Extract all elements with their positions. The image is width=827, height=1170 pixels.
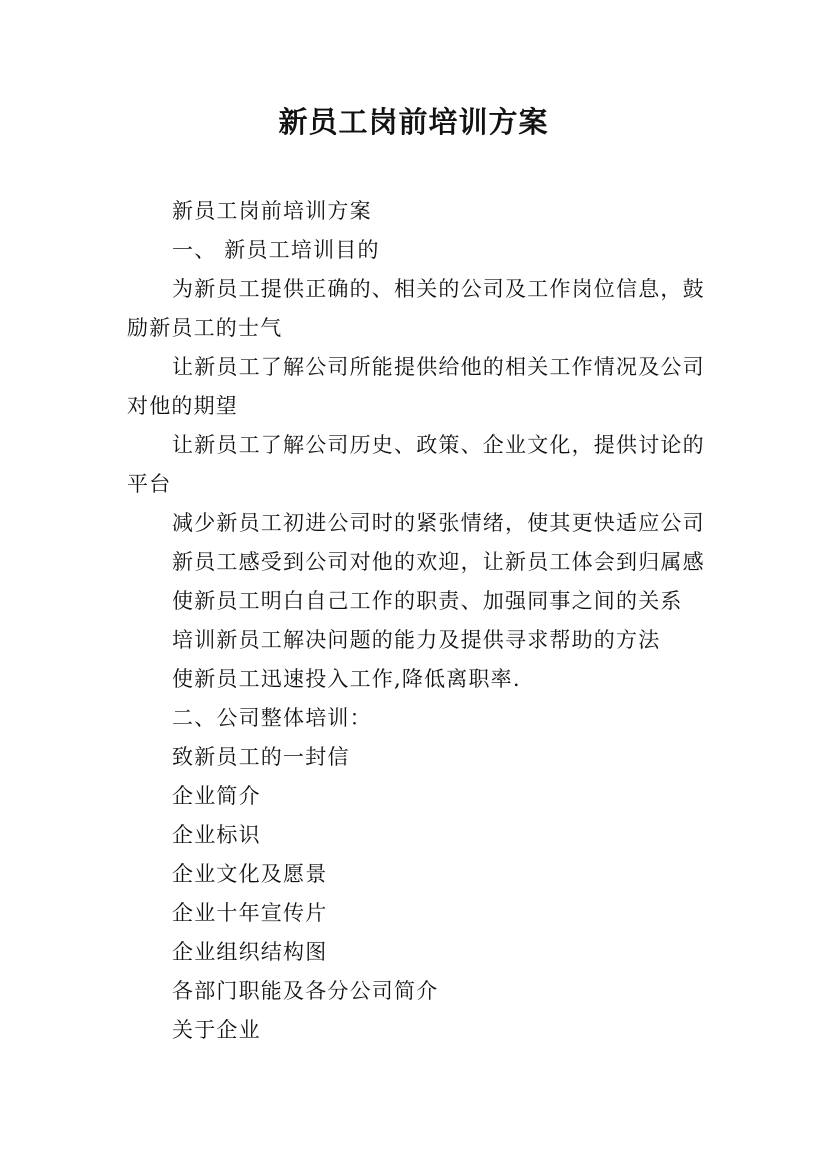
paragraph: 使新员工明白自己工作的职责、加强同事之间的关系	[172, 589, 683, 613]
paragraph: 新员工岗前培训方案	[172, 199, 372, 223]
list-item: 致新员工的一封信	[172, 745, 350, 769]
list-item: 企业组织结构图	[172, 940, 328, 964]
list-item: 各部门职能及各分公司简介	[172, 979, 439, 1003]
paragraph: 让新员工了解公司历史、政策、企业文化，提供讨论的平台	[127, 433, 705, 496]
paragraph: 让新员工了解公司所能提供给他的相关工作情况及公司对他的期望	[127, 355, 705, 418]
list-item: 企业十年宣传片	[172, 901, 328, 925]
document-title: 新员工岗前培训方案	[278, 105, 549, 139]
section-heading-training-purpose: 一、 新员工培训目的	[172, 238, 380, 262]
list-item: 关于企业	[172, 1018, 261, 1042]
document-body	[127, 192, 707, 1050]
paragraph: 为新员工提供正确的、相关的公司及工作岗位信息，鼓励新员工的士气	[127, 277, 705, 340]
section-heading-company-training: 二、公司整体培训：	[172, 706, 372, 730]
paragraph: 使新员工迅速投入工作,降低离职率.	[172, 667, 521, 691]
paragraph: 新员工感受到公司对他的欢迎，让新员工体会到归属感	[172, 550, 705, 574]
paragraph: 培训新员工解决问题的能力及提供寻求帮助的方法	[172, 628, 661, 652]
list-item: 企业简介	[172, 784, 261, 808]
paragraph: 减少新员工初进公司时的紧张情绪，使其更快适应公司	[172, 511, 705, 535]
list-item: 企业标识	[172, 823, 261, 847]
list-item: 企业文化及愿景	[172, 862, 328, 886]
